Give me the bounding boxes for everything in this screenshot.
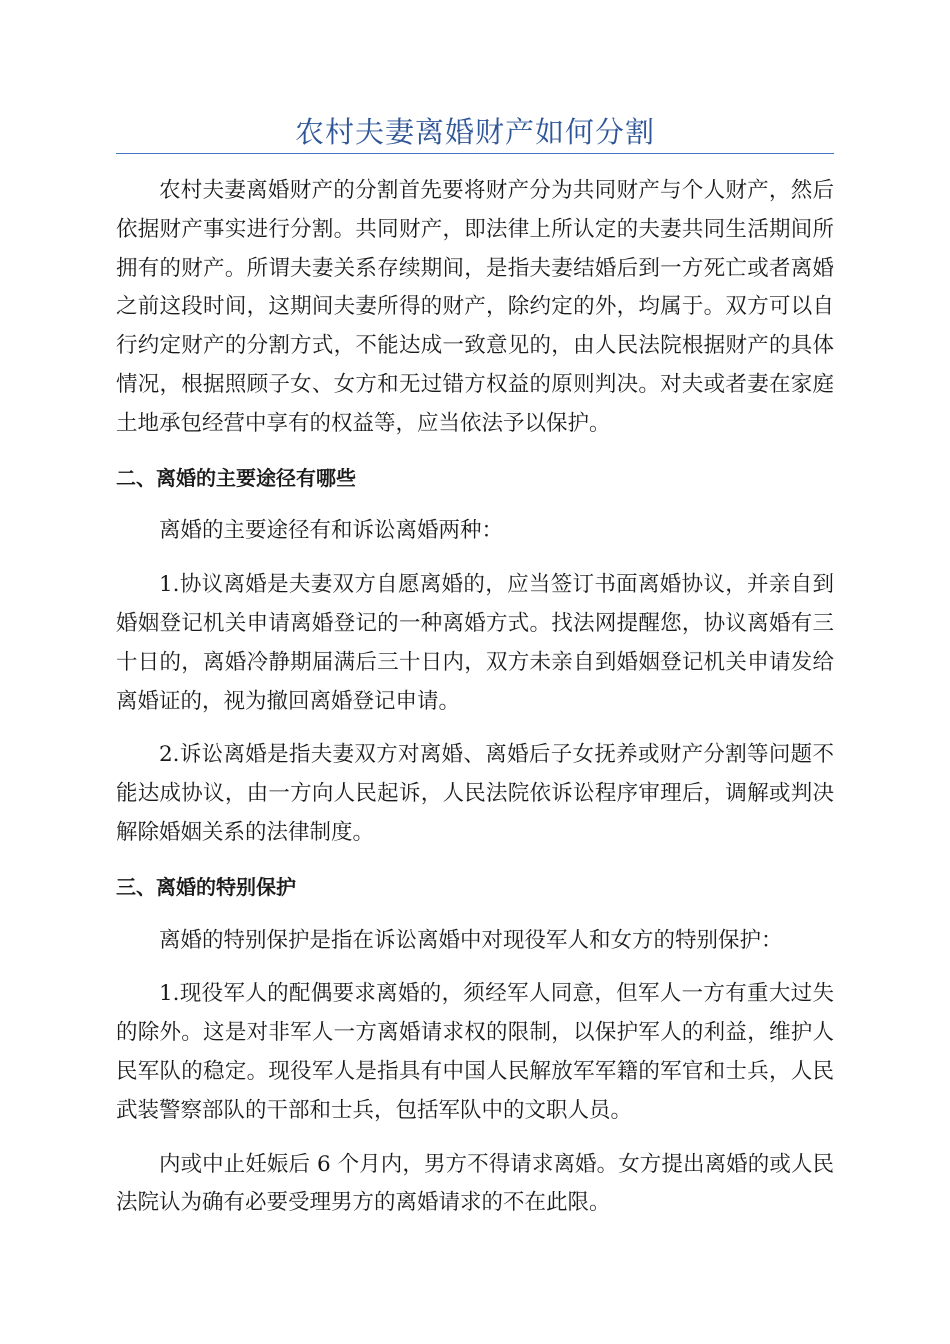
section-heading-divorce-routes: 二、离婚的主要途径有哪些 bbox=[116, 465, 356, 490]
section3-item-pregnancy-protection: 内或中止妊娠后 6 个月内，男方不得请求离婚。女方提出离婚的或人民法院认为确有必要受理男方的离婚请求的不在此限。 bbox=[116, 1151, 834, 1216]
section-heading-special-protection: 三、离婚的特别保护 bbox=[116, 874, 296, 899]
section2-item-litigation-divorce: 2.诉讼离婚是指夫妻双方对离婚、离婚后子女抚养或财产分割等问题不能达成协议，由一方向人民起诉，人民法院依诉讼程序审理后，调解或判决解除婚姻关系的法律制度。 bbox=[116, 742, 834, 845]
title-underline bbox=[116, 153, 834, 154]
section3-lead-paragraph: 离婚的特别保护是指在诉讼离婚中对现役军人和女方的特别保护： bbox=[159, 927, 783, 953]
document-title: 农村夫妻离婚财产如何分割 bbox=[294, 115, 655, 149]
section2-item-agreement-divorce: 1.协议离婚是夫妻双方自愿离婚的，应当签订书面离婚协议，并亲自到婚姻登记机关申请离婚登记的一种离婚方式。找法网提醒您，协议离婚有三十日的，离婚冷静期届满后三十日内，双方未亲自到婚姻登记机关申请发给离婚证的，视为撤回离婚登记申请。 bbox=[116, 572, 834, 714]
section2-lead-paragraph: 离婚的主要途径有和诉讼离婚两种： bbox=[159, 518, 504, 544]
section3-item-military-spouse: 1.现役军人的配偶要求离婚的，须经军人同意，但军人一方有重大过失的除外。这是对非军人一方离婚请求权的限制，以保护军人的利益，维护人民军队的稳定。现役军人是指具有中国人民解放军军籍的军官和士兵，人民武装警察部队的干部和士兵，包括军队中的文职人员。 bbox=[116, 981, 834, 1123]
document-body bbox=[116, 172, 834, 1223]
intro-paragraph: 农村夫妻离婚财产的分割首先要将财产分为共同财产与个人财产，然后依据财产事实进行分割。共同财产，即法律上所认定的夫妻共同生活期间所拥有的财产。所谓夫妻关系存续期间，是指夫妻结婚后到一方死亡或者离婚之前这段时间，这期间夫妻所得的财产，除约定的外，均属于。双方可以自行约定财产的分割方式，不能达成一致意见的，由人民法院根据财产的具体情况，根据照顾子女、女方和无过错方权益的原则判决。对夫或者妻在家庭土地承包经营中享有的权益等，应当依法予以保护。 bbox=[116, 178, 834, 436]
